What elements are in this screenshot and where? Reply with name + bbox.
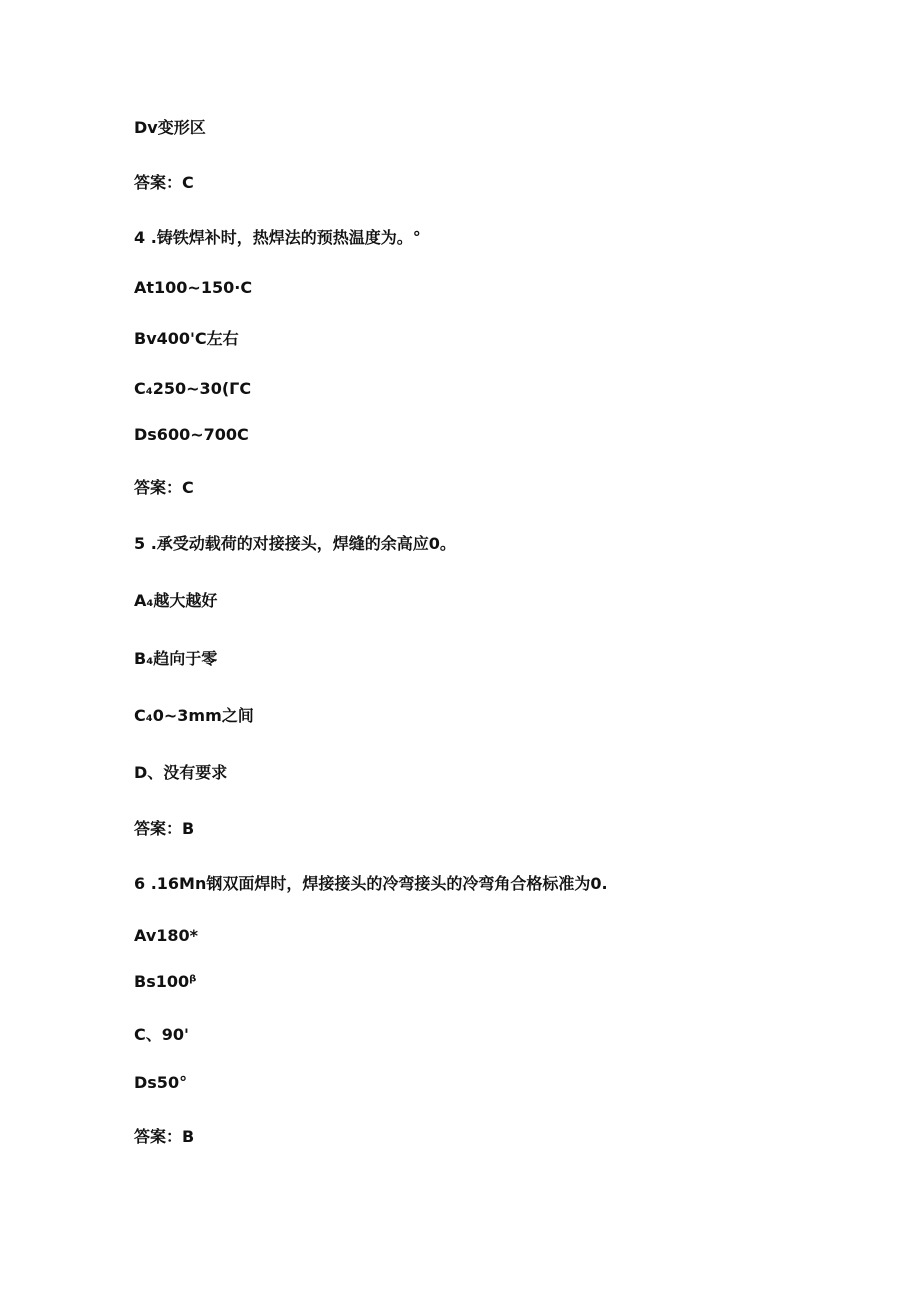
answer-q5: 答案：B [134, 819, 195, 838]
option-c-q5: C₄0~3mm之间 [134, 706, 254, 725]
option-d-q5: D、没有要求 [134, 763, 228, 782]
option-b-q6: Bs100ᵝ [134, 972, 197, 991]
option-a-q6: Av180* [134, 926, 199, 945]
option-a-q4: At100~150∙C [134, 278, 253, 297]
option-b-q4: Bv400'C左右 [134, 329, 239, 348]
option-d-q3: Dv变形区 [134, 118, 206, 137]
question-6: 6 .16Mn钢双面焊时，焊接接头的冷弯接头的冷弯角合格标准为0. [134, 874, 608, 893]
answer-q6: 答案：B [134, 1127, 195, 1146]
answer-q3: 答案：C [134, 173, 194, 192]
option-a-q5: A₄越大越好 [134, 591, 218, 610]
option-c-q4: C₄250~30(ΓC [134, 379, 252, 398]
question-5: 5 .承受动载荷的对接接头，焊缝的余高应0。 [134, 534, 456, 553]
option-b-q5: B₄趋向于零 [134, 649, 218, 668]
answer-q4: 答案：C [134, 478, 194, 497]
option-c-q6: C、90' [134, 1025, 189, 1044]
option-d-q4: Ds600~700C [134, 425, 249, 444]
option-d-q6: Ds50° [134, 1073, 188, 1092]
question-4: 4 .铸铁焊补时，热焊法的预热温度为。° [134, 228, 421, 247]
